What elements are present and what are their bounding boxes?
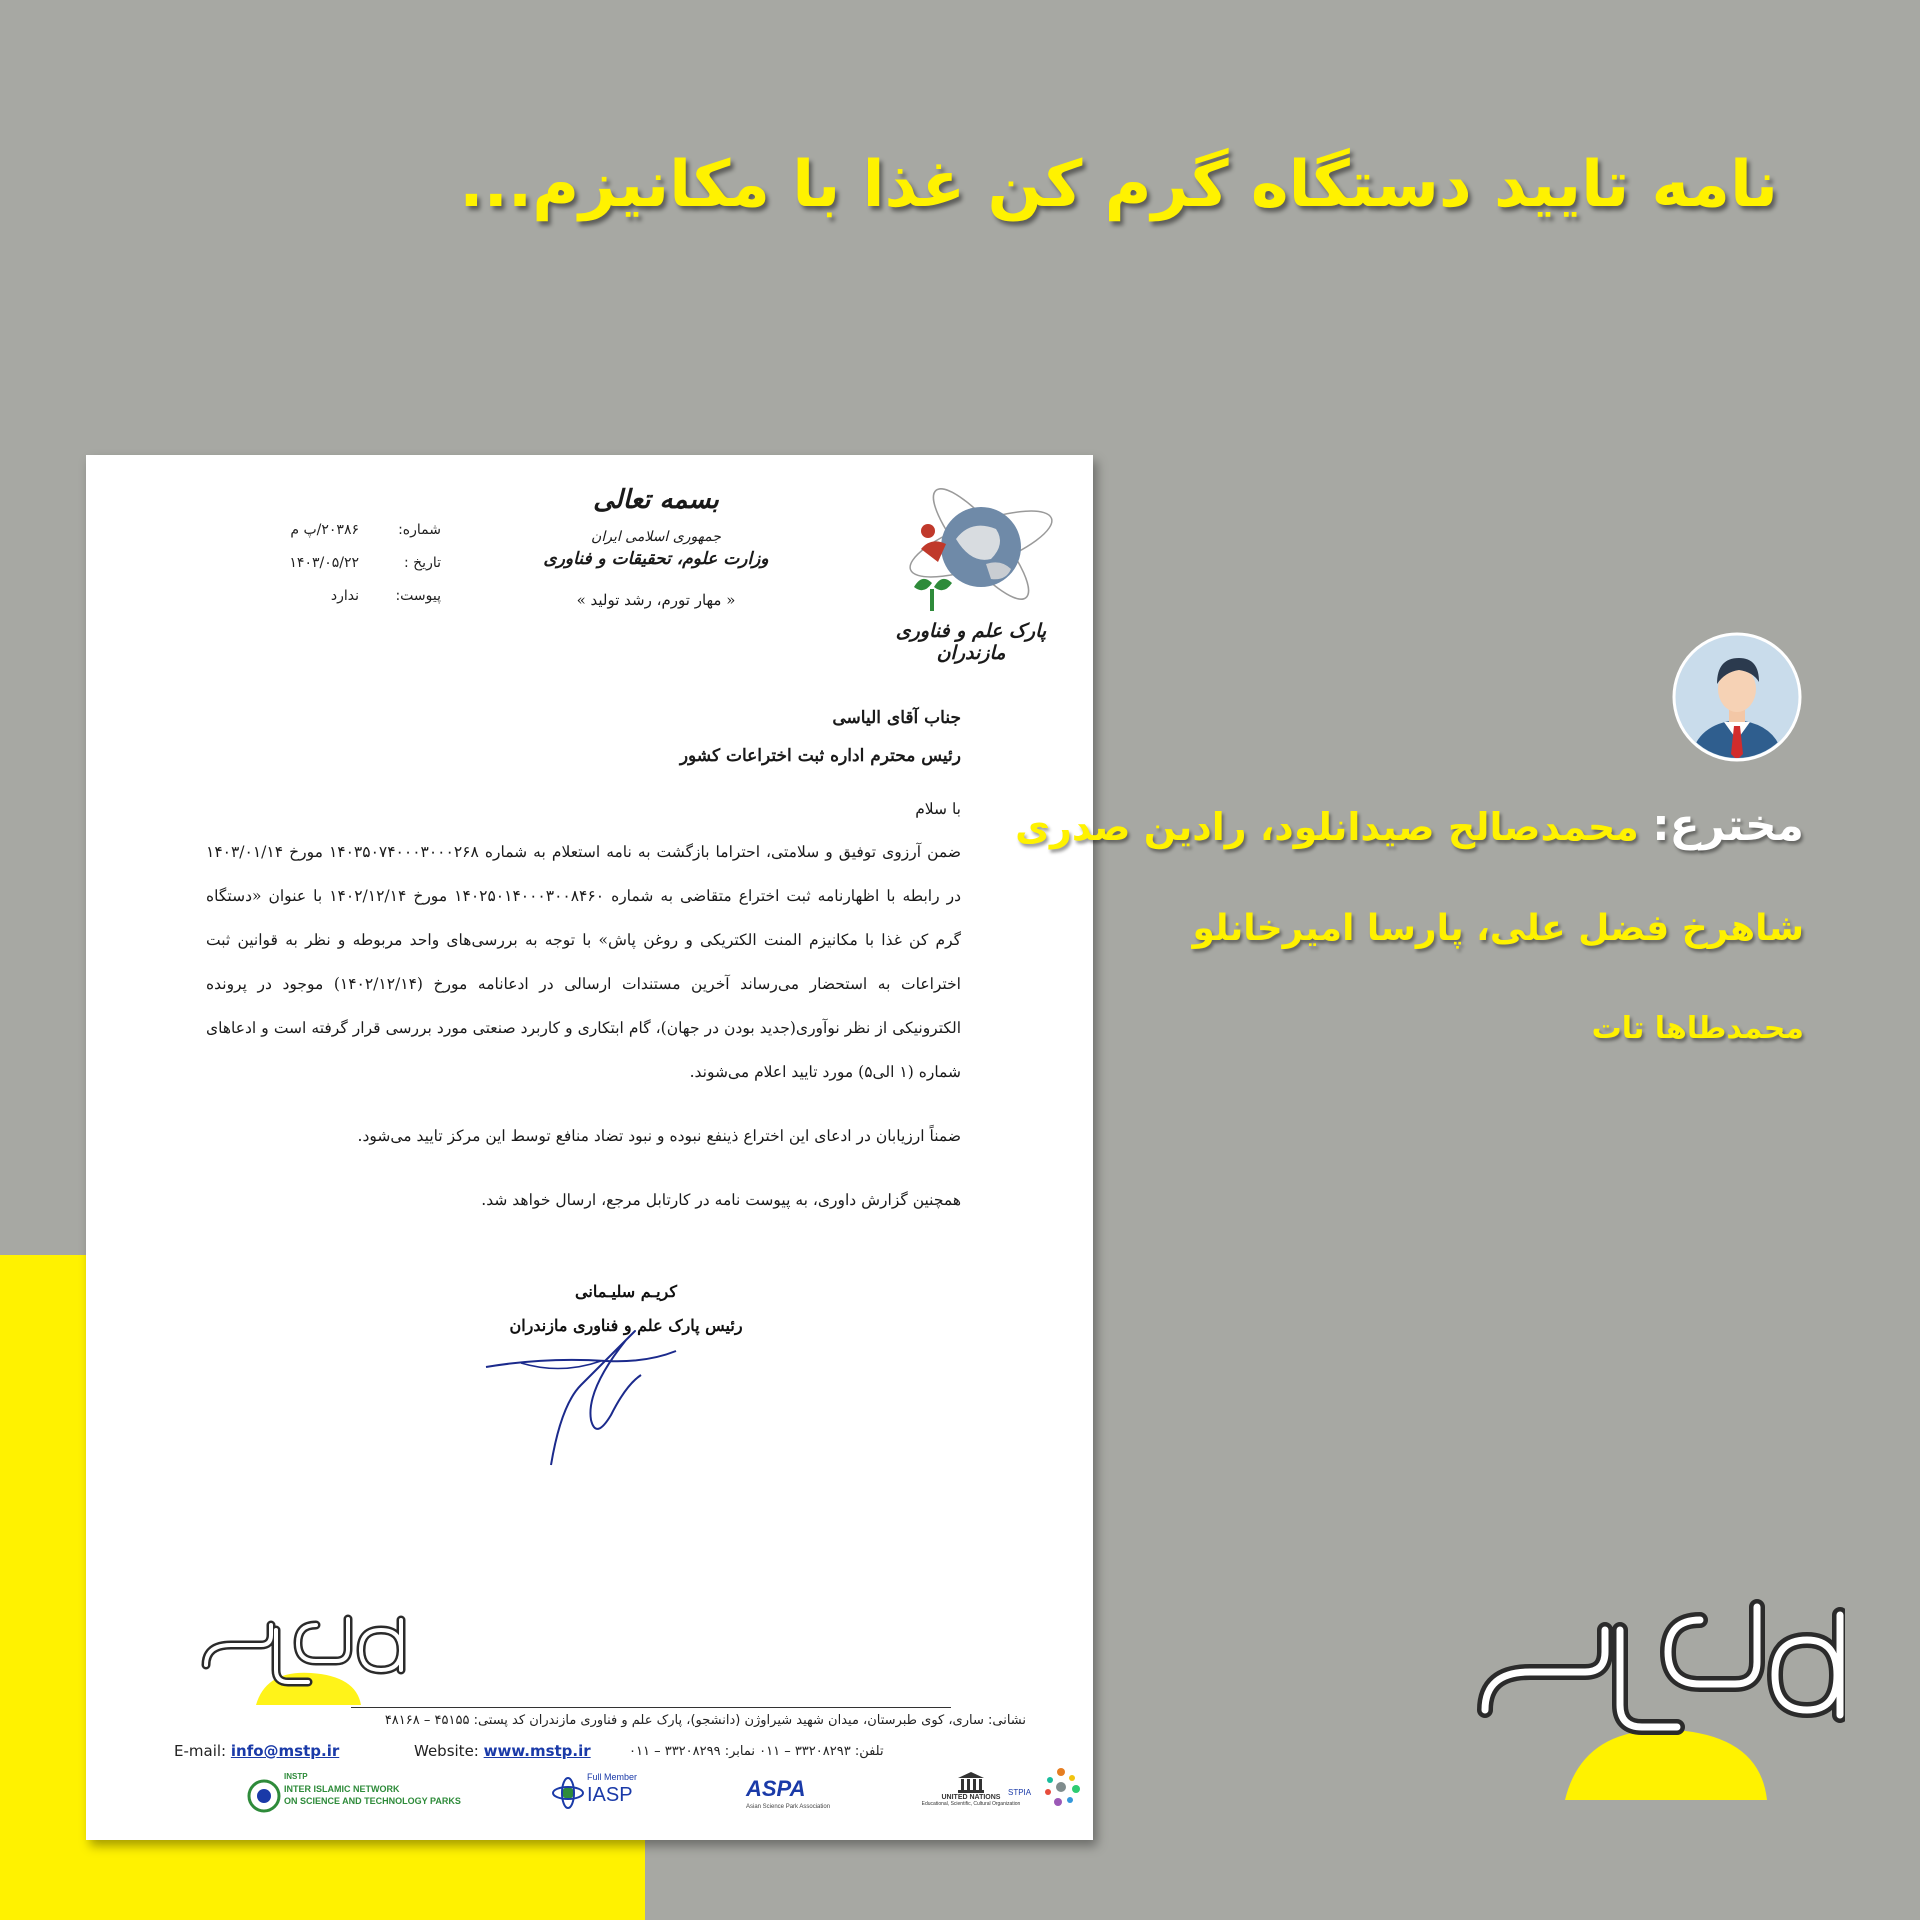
approval-letter [86,455,1093,1840]
inventors-block [954,800,1804,1055]
republic-line: جمهوری اسلامی ایران [591,529,721,545]
number-value: ۲۰۳۸۶/پ م [290,521,359,538]
addressee-title: رئیس محترم اداره ثبت اختراعات کشور [679,746,961,766]
email: E-mail: info@mstp.ir [174,1742,340,1760]
attachment-value: ندارد [330,587,359,604]
signer-title: رئیس پارک علم و فناوری مازندران [509,1316,743,1335]
un-logo: UNITED NATIONS Educational, Scientific, Cultural Organization [916,1770,1026,1820]
istp-logo: INSTP INTER ISLAMIC NETWORK ON SCIENCE AND TECHNOLOGY PARKS [246,1770,456,1820]
iasp-logo: Full Member IASP [551,1770,651,1820]
aspa-logo: ASPA Asian Science Park Association [746,1776,831,1810]
inventor-names-1: محمدصالح صیدانلود، رادین صدری [1015,805,1639,849]
addressee: جناب آقای الیاسی [832,708,961,728]
paragraph-3: همچنین گزارش داوری، به پیوست نامه در کارتابل مرجع، ارسال خواهد شد. [481,1191,961,1209]
bismillah: بسمه تعالی [593,485,719,515]
istp-icon [246,1778,282,1814]
handwritten-signature [481,1305,711,1485]
park-name: پارک علم و فناوری مازندران [895,620,1047,664]
brand-logo-small [186,1610,426,1720]
letterhead-center [506,485,806,609]
un-temple-icon [956,1770,986,1794]
number-label: شماره: [398,521,441,538]
inventors-line-3: محمدطاها تات [1591,1011,1804,1046]
inventor-label: مخترع: [1652,800,1804,851]
greeting: با سلام [915,800,961,818]
contact-line [174,1742,1024,1772]
brand-logo-large [1455,1590,1845,1820]
ministry-line: وزارت علوم، تحقیقات و فناوری [543,549,769,569]
signer-name: کریـم سلیـمانی [575,1282,677,1301]
iasp-icon [551,1776,585,1810]
inventors-line-2: شاهرخ فضل علی، پارسا امیرخانلو [1192,908,1804,949]
date-label: تاریخ : [403,554,441,571]
footer-rule [351,1707,951,1708]
headline: نامه تایید دستگاه گرم کن غذا با مکانیزم... [459,148,1778,222]
postal-address: نشانی: ساری، کوی طبرستان، میدان شهید شیراوژن (دانشجو)، پارک علم و فناوری مازندران کد پستی: ۴۵۱۵۵ – ۴۸۱۶۸ [384,1713,1026,1728]
website: Website: www.mstp.ir [414,1742,591,1760]
website-link[interactable]: www.mstp.ir [483,1742,591,1760]
user-avatar-icon [1672,632,1802,762]
footer-logos [166,1770,1066,1830]
stpia-logo: STPIA [1036,1770,1093,1820]
letter-body [206,708,961,1222]
motto: « مهار تورم، رشد تولید » [576,591,736,609]
paragraph-1: ضمن آرزوی توفیق و سلامتی، احتراما بازگشت به نامه استعلام به شماره ۱۴۰۳۵۰۷۴۰۰۰۳۰۰۰۲۶۸ مورخ ۱۴۰۳/۰۱/۱۴ در رابطه با اظهارنامه ثبت اختراع متقاضی به شماره ۱۴۰۲۵۰۱۴۰۰۰۳۰۰۸۴۶۰ مورخ ۱۴۰۲/۱۲/۱۴ با عنوان «دستگاه گرم کن غذا با مکانیزم المنت الکتریکی و روغن پاش» با توجه به بررسی‌های واحد مربوطه و نظر به قوانین ثبت اختراعات به استحضار می‌رساند آخرین مستندات ارسالی در ادعانامه مورخ (۱۴۰۲/۱۲/۱۴) موجود در پرونده الکترونیکی از نظر نوآوری(جدید بودن در جهان)، گام ابتکاری و کاربرد صنعتی مورد بررسی قرار گرفته است و ادعاهای شماره (۱ الی۵) مورد تایید اعلام می‌شوند. [206,843,962,1081]
attachment-label: پیوست: [395,587,441,604]
date-value: ۱۴۰۳/۰۵/۲۲ [289,554,359,571]
stpia-dots-icon [1036,1762,1086,1812]
paragraph-2: ضمناً ارزیابان در ادعای این اختراع ذینفع نبوده و نبود تضاد منافع توسط این مرکز تایید می‌شود. [357,1127,961,1145]
email-link[interactable]: info@mstp.ir [230,1742,340,1760]
letter-meta [201,513,441,612]
inventors-line-1 [954,800,1804,853]
phone-fax: تلفن: ۳۳۲۰۸۲۹۳ – ۰۱۱ نمابر: ۳۳۲۰۸۲۹۹ – ۰۱۱ [629,1744,884,1759]
